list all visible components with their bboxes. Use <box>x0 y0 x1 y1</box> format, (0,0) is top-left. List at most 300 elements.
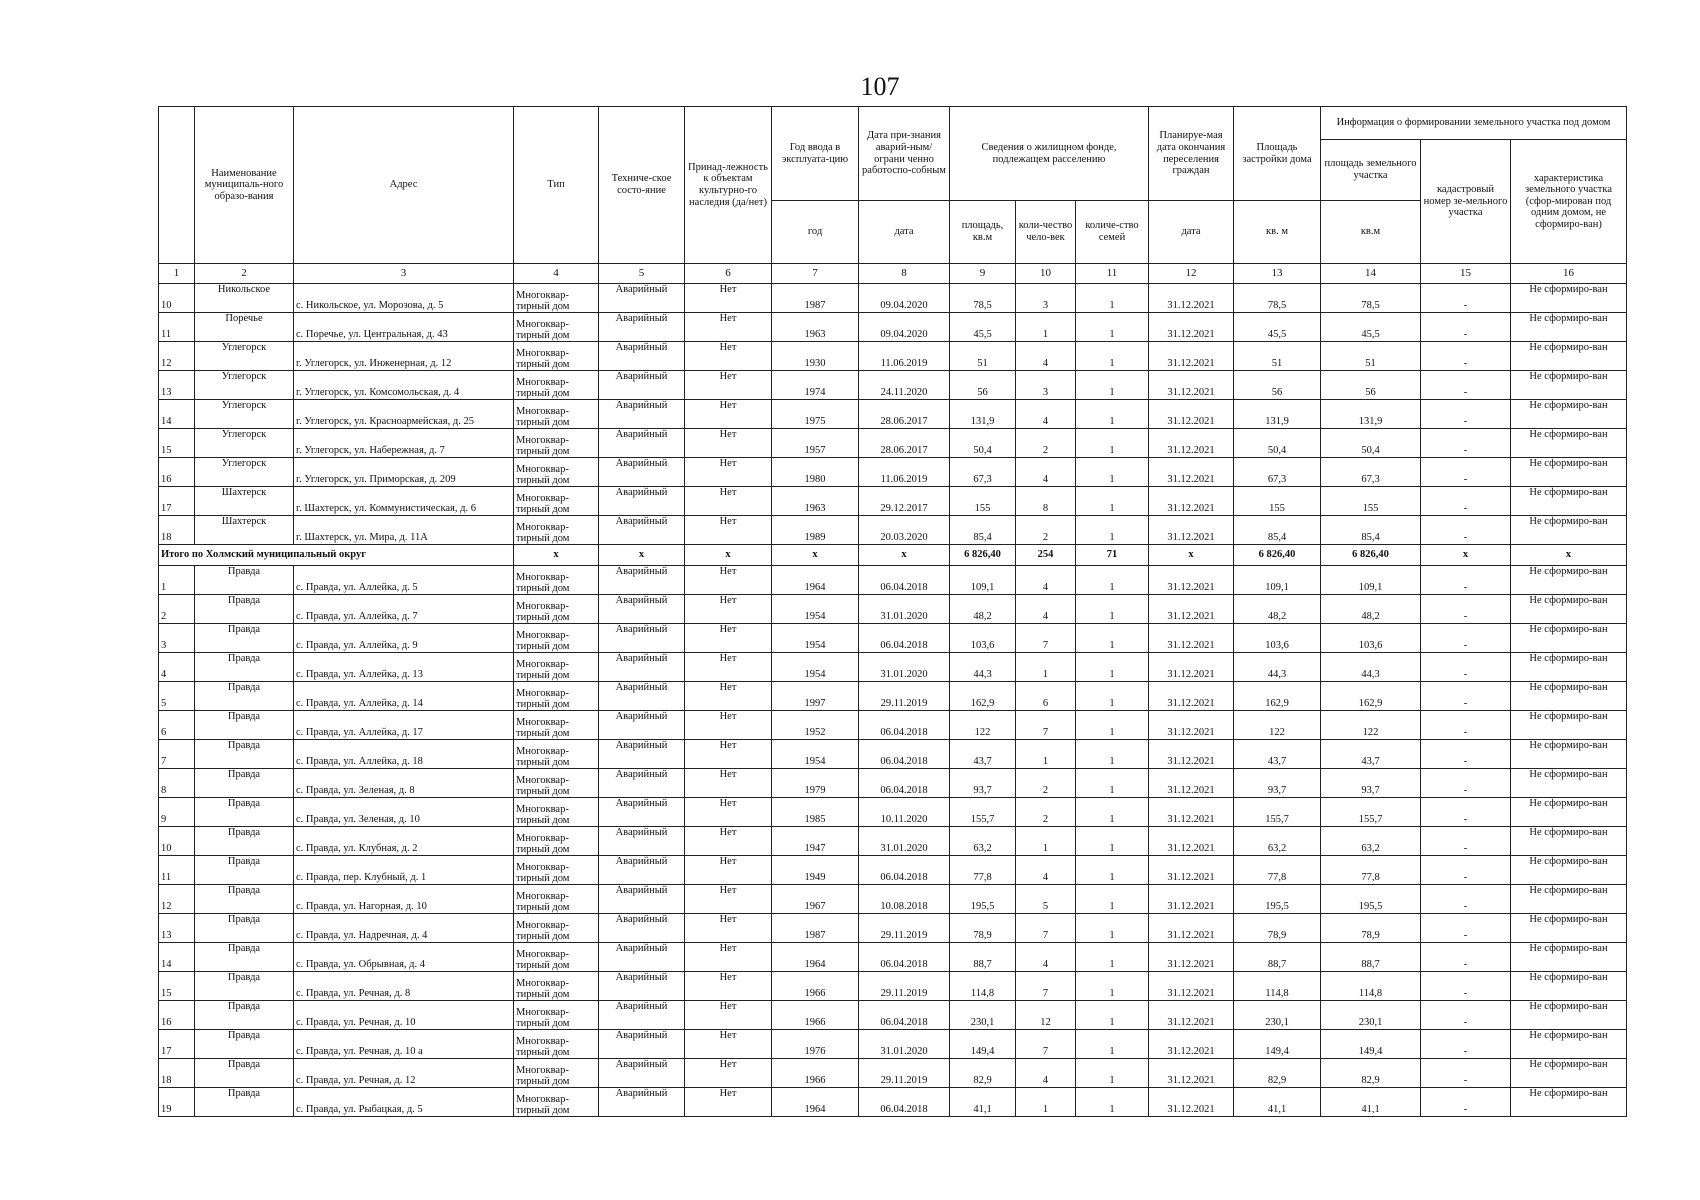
land-area-cell: 85,4 <box>1321 516 1421 545</box>
column-number: 15 <box>1421 264 1511 284</box>
people-cell: 7 <box>1016 624 1076 653</box>
row-number: 8 <box>159 769 195 798</box>
cadastral-cell: - <box>1421 798 1511 827</box>
resettle-date-cell: 31.12.2021 <box>1149 943 1234 972</box>
land-char-cell: Не сформиро-ван <box>1511 624 1627 653</box>
cadastral-cell: - <box>1421 653 1511 682</box>
people-cell: 3 <box>1016 371 1076 400</box>
land-area-cell: 77,8 <box>1321 856 1421 885</box>
people-cell: 3 <box>1016 284 1076 313</box>
condition-cell: Аварийный <box>599 914 685 943</box>
built-area-cell: 43,7 <box>1234 740 1321 769</box>
land-char-cell: Не сформиро-ван <box>1511 798 1627 827</box>
address-cell: с. Правда, ул. Надречная, д. 4 <box>294 914 514 943</box>
cadastral-cell: - <box>1421 342 1511 371</box>
resettle-date-cell: 31.12.2021 <box>1149 313 1234 342</box>
type-cell: Многоквар-тирный дом <box>514 711 599 740</box>
area-cell: 88,7 <box>950 943 1016 972</box>
type-cell: Многоквар-тирный дом <box>514 400 599 429</box>
heritage-cell: Нет <box>685 972 772 1001</box>
condition-cell: Аварийный <box>599 566 685 595</box>
emergency-date-cell: 28.06.2017 <box>859 400 950 429</box>
header-resettle-group: Планируе-мая дата окончания переселения граждан <box>1149 107 1234 201</box>
emergency-date-cell: 28.06.2017 <box>859 429 950 458</box>
resettle-date-cell: 31.12.2021 <box>1149 342 1234 371</box>
column-number: 2 <box>195 264 294 284</box>
cadastral-cell: - <box>1421 682 1511 711</box>
address-cell: с. Правда, ул. Зеленая, д. 8 <box>294 769 514 798</box>
municipality-cell: Правда <box>195 711 294 740</box>
resettle-date-cell: 31.12.2021 <box>1149 458 1234 487</box>
table-row <box>159 885 1627 914</box>
resettle-date-cell: 31.12.2021 <box>1149 856 1234 885</box>
condition-cell: Аварийный <box>599 856 685 885</box>
emergency-date-cell: 20.03.2020 <box>859 516 950 545</box>
area-cell: 50,4 <box>950 429 1016 458</box>
row-number: 2 <box>159 595 195 624</box>
type-cell: Многоквар-тирный дом <box>514 1030 599 1059</box>
people-cell: 1 <box>1016 1088 1076 1117</box>
municipality-cell: Правда <box>195 624 294 653</box>
area-cell: 48,2 <box>950 595 1016 624</box>
year-cell: 1989 <box>772 516 859 545</box>
row-number: 12 <box>159 885 195 914</box>
people-cell: 7 <box>1016 972 1076 1001</box>
header-emergency-group: Дата при-знания аварий-ным/ограни ченно работоспо-собным <box>859 107 950 201</box>
families-cell: 1 <box>1076 458 1149 487</box>
address-cell: с. Никольское, ул. Морозова, д. 5 <box>294 284 514 313</box>
type-cell: Многоквар-тирный дом <box>514 1088 599 1117</box>
emergency-date-cell: 06.04.2018 <box>859 1088 950 1117</box>
emergency-date-cell: 06.04.2018 <box>859 1001 950 1030</box>
year-cell: 1966 <box>772 1059 859 1088</box>
condition-cell: Аварийный <box>599 1059 685 1088</box>
type-cell: Многоквар-тирный дом <box>514 972 599 1001</box>
header-families: количе-ство семей <box>1076 201 1149 264</box>
people-cell: 8 <box>1016 487 1076 516</box>
total-emergency-date: x <box>859 545 950 566</box>
condition-cell: Аварийный <box>599 595 685 624</box>
year-cell: 1949 <box>772 856 859 885</box>
municipality-cell: Углегорск <box>195 429 294 458</box>
row-number: 1 <box>159 566 195 595</box>
families-cell: 1 <box>1076 400 1149 429</box>
land-char-cell: Не сформиро-ван <box>1511 682 1627 711</box>
heritage-cell: Нет <box>685 487 772 516</box>
municipality-cell: Правда <box>195 769 294 798</box>
families-cell: 1 <box>1076 1088 1149 1117</box>
row-number: 12 <box>159 342 195 371</box>
year-cell: 1987 <box>772 914 859 943</box>
cadastral-cell: - <box>1421 914 1511 943</box>
land-char-cell: Не сформиро-ван <box>1511 856 1627 885</box>
people-cell: 4 <box>1016 400 1076 429</box>
year-cell: 1957 <box>772 429 859 458</box>
people-cell: 2 <box>1016 769 1076 798</box>
address-cell: с. Правда, ул. Аллейка, д. 5 <box>294 566 514 595</box>
emergency-date-cell: 31.01.2020 <box>859 827 950 856</box>
cadastral-cell: - <box>1421 595 1511 624</box>
header-condition: Техниче-ское состо-яние <box>599 107 685 264</box>
people-cell: 7 <box>1016 914 1076 943</box>
total-land-area: 6 826,40 <box>1321 545 1421 566</box>
families-cell: 1 <box>1076 885 1149 914</box>
families-cell: 1 <box>1076 429 1149 458</box>
type-cell: Многоквар-тирный дом <box>514 429 599 458</box>
total-year: x <box>772 545 859 566</box>
address-cell: с. Правда, ул. Аллейка, д. 9 <box>294 624 514 653</box>
municipality-cell: Правда <box>195 566 294 595</box>
column-number: 5 <box>599 264 685 284</box>
land-char-cell: Не сформиро-ван <box>1511 914 1627 943</box>
municipality-cell: Правда <box>195 740 294 769</box>
heritage-cell: Нет <box>685 624 772 653</box>
type-cell: Многоквар-тирный дом <box>514 595 599 624</box>
people-cell: 2 <box>1016 516 1076 545</box>
land-area-cell: 43,7 <box>1321 740 1421 769</box>
families-cell: 1 <box>1076 943 1149 972</box>
built-area-cell: 51 <box>1234 342 1321 371</box>
municipality-cell: Правда <box>195 943 294 972</box>
row-number: 7 <box>159 740 195 769</box>
area-cell: 93,7 <box>950 769 1016 798</box>
header-people: коли-чество чело-век <box>1016 201 1076 264</box>
table-row <box>159 458 1627 487</box>
land-area-cell: 41,1 <box>1321 1088 1421 1117</box>
land-area-cell: 51 <box>1321 342 1421 371</box>
resettle-date-cell: 31.12.2021 <box>1149 885 1234 914</box>
table-row <box>159 566 1627 595</box>
cadastral-cell: - <box>1421 284 1511 313</box>
families-cell: 1 <box>1076 516 1149 545</box>
type-cell: Многоквар-тирный дом <box>514 769 599 798</box>
municipality-cell: Правда <box>195 682 294 711</box>
row-number: 14 <box>159 943 195 972</box>
resettle-date-cell: 31.12.2021 <box>1149 914 1234 943</box>
area-cell: 122 <box>950 711 1016 740</box>
table-row <box>159 914 1627 943</box>
table-row <box>159 943 1627 972</box>
municipality-cell: Правда <box>195 885 294 914</box>
land-char-cell: Не сформиро-ван <box>1511 653 1627 682</box>
families-cell: 1 <box>1076 624 1149 653</box>
address-cell: с. Правда, ул. Рыбацкая, д. 5 <box>294 1088 514 1117</box>
emergency-date-cell: 06.04.2018 <box>859 769 950 798</box>
land-char-cell: Не сформиро-ван <box>1511 740 1627 769</box>
land-area-cell: 48,2 <box>1321 595 1421 624</box>
address-cell: с. Правда, пер. Клубный, д. 1 <box>294 856 514 885</box>
area-cell: 155 <box>950 487 1016 516</box>
year-cell: 1964 <box>772 1088 859 1117</box>
families-cell: 1 <box>1076 711 1149 740</box>
row-number: 3 <box>159 624 195 653</box>
land-area-cell: 149,4 <box>1321 1030 1421 1059</box>
type-cell: Многоквар-тирный дом <box>514 516 599 545</box>
total-cadastral: x <box>1421 545 1511 566</box>
year-cell: 1966 <box>772 1001 859 1030</box>
emergency-date-cell: 31.01.2020 <box>859 653 950 682</box>
built-area-cell: 82,9 <box>1234 1059 1321 1088</box>
header-area: площадь, кв.м <box>950 201 1016 264</box>
people-cell: 1 <box>1016 740 1076 769</box>
address-cell: с. Правда, ул. Аллейка, д. 14 <box>294 682 514 711</box>
condition-cell: Аварийный <box>599 885 685 914</box>
area-cell: 77,8 <box>950 856 1016 885</box>
emergency-date-cell: 29.11.2019 <box>859 972 950 1001</box>
municipality-cell: Шахтерск <box>195 516 294 545</box>
year-cell: 1954 <box>772 595 859 624</box>
people-cell: 6 <box>1016 682 1076 711</box>
resettle-date-cell: 31.12.2021 <box>1149 1088 1234 1117</box>
emergency-date-cell: 29.11.2019 <box>859 682 950 711</box>
built-area-cell: 44,3 <box>1234 653 1321 682</box>
land-char-cell: Не сформиро-ван <box>1511 516 1627 545</box>
land-area-cell: 103,6 <box>1321 624 1421 653</box>
land-area-cell: 78,9 <box>1321 914 1421 943</box>
land-char-cell: Не сформиро-ван <box>1511 371 1627 400</box>
address-cell: г. Углегорск, ул. Набережная, д. 7 <box>294 429 514 458</box>
year-cell: 1976 <box>772 1030 859 1059</box>
total-families: 71 <box>1076 545 1149 566</box>
table-row <box>159 400 1627 429</box>
heritage-cell: Нет <box>685 342 772 371</box>
condition-cell: Аварийный <box>599 458 685 487</box>
column-number: 16 <box>1511 264 1627 284</box>
land-area-cell: 45,5 <box>1321 313 1421 342</box>
emergency-date-cell: 11.06.2019 <box>859 342 950 371</box>
column-number: 3 <box>294 264 514 284</box>
total-row <box>159 545 1627 566</box>
resettle-date-cell: 31.12.2021 <box>1149 624 1234 653</box>
header-blank <box>159 107 195 264</box>
cadastral-cell: - <box>1421 827 1511 856</box>
cadastral-cell: - <box>1421 1088 1511 1117</box>
address-cell: г. Шахтерск, ул. Коммунистическая, д. 6 <box>294 487 514 516</box>
table-row <box>159 595 1627 624</box>
area-cell: 44,3 <box>950 653 1016 682</box>
type-cell: Многоквар-тирный дом <box>514 885 599 914</box>
type-cell: Многоквар-тирный дом <box>514 1059 599 1088</box>
heritage-cell: Нет <box>685 284 772 313</box>
total-section <box>159 545 1627 566</box>
heritage-cell: Нет <box>685 458 772 487</box>
table-row <box>159 516 1627 545</box>
families-cell: 1 <box>1076 798 1149 827</box>
built-area-cell: 162,9 <box>1234 682 1321 711</box>
land-area-cell: 44,3 <box>1321 653 1421 682</box>
row-number: 15 <box>159 972 195 1001</box>
row-number: 19 <box>159 1088 195 1117</box>
header-heritage: Принад-лежность к объектам культурно-го наследия (да/нет) <box>685 107 772 264</box>
table-row <box>159 342 1627 371</box>
resettle-date-cell: 31.12.2021 <box>1149 1001 1234 1030</box>
year-cell: 1954 <box>772 653 859 682</box>
address-cell: с. Правда, ул. Обрывная, д. 4 <box>294 943 514 972</box>
heritage-cell: Нет <box>685 566 772 595</box>
heritage-cell: Нет <box>685 371 772 400</box>
row-number: 11 <box>159 313 195 342</box>
heritage-cell: Нет <box>685 740 772 769</box>
land-char-cell: Не сформиро-ван <box>1511 1030 1627 1059</box>
land-char-cell: Не сформиро-ван <box>1511 400 1627 429</box>
condition-cell: Аварийный <box>599 1088 685 1117</box>
year-cell: 1967 <box>772 885 859 914</box>
land-char-cell: Не сформиро-ван <box>1511 313 1627 342</box>
total-resettle-date: x <box>1149 545 1234 566</box>
column-number: 10 <box>1016 264 1076 284</box>
year-cell: 1954 <box>772 740 859 769</box>
emergency-date-cell: 31.01.2020 <box>859 595 950 624</box>
area-cell: 82,9 <box>950 1059 1016 1088</box>
land-area-cell: 162,9 <box>1321 682 1421 711</box>
built-area-cell: 48,2 <box>1234 595 1321 624</box>
area-cell: 195,5 <box>950 885 1016 914</box>
land-char-cell: Не сформиро-ван <box>1511 458 1627 487</box>
municipality-cell: Шахтерск <box>195 487 294 516</box>
people-cell: 2 <box>1016 429 1076 458</box>
condition-cell: Аварийный <box>599 342 685 371</box>
cadastral-cell: - <box>1421 566 1511 595</box>
municipality-cell: Правда <box>195 1059 294 1088</box>
cadastral-cell: - <box>1421 972 1511 1001</box>
built-area-cell: 103,6 <box>1234 624 1321 653</box>
type-cell: Многоквар-тирный дом <box>514 653 599 682</box>
families-cell: 1 <box>1076 972 1149 1001</box>
land-char-cell: Не сформиро-ван <box>1511 1088 1627 1117</box>
row-number: 18 <box>159 1059 195 1088</box>
address-cell: с. Правда, ул. Нагорная, д. 10 <box>294 885 514 914</box>
type-cell: Многоквар-тирный дом <box>514 943 599 972</box>
built-area-cell: 155 <box>1234 487 1321 516</box>
municipality-cell: Правда <box>195 595 294 624</box>
people-cell: 4 <box>1016 595 1076 624</box>
cadastral-cell: - <box>1421 769 1511 798</box>
area-cell: 103,6 <box>950 624 1016 653</box>
area-cell: 41,1 <box>950 1088 1016 1117</box>
people-cell: 1 <box>1016 313 1076 342</box>
table-row <box>159 429 1627 458</box>
cadastral-cell: - <box>1421 885 1511 914</box>
type-cell: Многоквар-тирный дом <box>514 682 599 711</box>
year-cell: 1997 <box>772 682 859 711</box>
land-area-cell: 122 <box>1321 711 1421 740</box>
emergency-date-cell: 10.11.2020 <box>859 798 950 827</box>
people-cell: 4 <box>1016 943 1076 972</box>
row-number: 6 <box>159 711 195 740</box>
area-cell: 43,7 <box>950 740 1016 769</box>
row-number: 5 <box>159 682 195 711</box>
people-cell: 4 <box>1016 458 1076 487</box>
condition-cell: Аварийный <box>599 429 685 458</box>
header-emergency-date: дата <box>859 201 950 264</box>
built-area-cell: 78,5 <box>1234 284 1321 313</box>
municipality-cell: Углегорск <box>195 400 294 429</box>
column-number: 8 <box>859 264 950 284</box>
cadastral-cell: - <box>1421 429 1511 458</box>
condition-cell: Аварийный <box>599 711 685 740</box>
area-cell: 149,4 <box>950 1030 1016 1059</box>
cadastral-cell: - <box>1421 487 1511 516</box>
condition-cell: Аварийный <box>599 400 685 429</box>
row-number: 16 <box>159 458 195 487</box>
area-cell: 85,4 <box>950 516 1016 545</box>
address-cell: с. Правда, ул. Аллейка, д. 17 <box>294 711 514 740</box>
resettle-date-cell: 31.12.2021 <box>1149 972 1234 1001</box>
people-cell: 4 <box>1016 1059 1076 1088</box>
year-cell: 1947 <box>772 827 859 856</box>
built-area-cell: 77,8 <box>1234 856 1321 885</box>
built-area-cell: 78,9 <box>1234 914 1321 943</box>
resettle-date-cell: 31.12.2021 <box>1149 740 1234 769</box>
table-row <box>159 798 1627 827</box>
header-land-group: Информация о формировании земельного участка под домом <box>1321 107 1627 140</box>
header-built-area: кв. м <box>1234 201 1321 264</box>
families-cell: 1 <box>1076 371 1149 400</box>
condition-cell: Аварийный <box>599 313 685 342</box>
land-char-cell: Не сформиро-ван <box>1511 487 1627 516</box>
address-cell: с. Правда, ул. Аллейка, д. 18 <box>294 740 514 769</box>
heritage-cell: Нет <box>685 827 772 856</box>
table-row <box>159 769 1627 798</box>
type-cell: Многоквар-тирный дом <box>514 566 599 595</box>
land-char-cell: Не сформиро-ван <box>1511 566 1627 595</box>
heritage-cell: Нет <box>685 595 772 624</box>
address-cell: с. Правда, ул. Аллейка, д. 13 <box>294 653 514 682</box>
column-number: 7 <box>772 264 859 284</box>
column-number: 1 <box>159 264 195 284</box>
land-char-cell: Не сформиро-ван <box>1511 429 1627 458</box>
condition-cell: Аварийный <box>599 769 685 798</box>
emergency-date-cell: 06.04.2018 <box>859 856 950 885</box>
year-cell: 1974 <box>772 371 859 400</box>
row-number: 11 <box>159 856 195 885</box>
families-cell: 1 <box>1076 284 1149 313</box>
emergency-date-cell: 06.04.2018 <box>859 624 950 653</box>
people-cell: 2 <box>1016 798 1076 827</box>
built-area-cell: 85,4 <box>1234 516 1321 545</box>
municipality-cell: Правда <box>195 914 294 943</box>
column-number: 9 <box>950 264 1016 284</box>
families-cell: 1 <box>1076 769 1149 798</box>
condition-cell: Аварийный <box>599 1030 685 1059</box>
land-area-cell: 50,4 <box>1321 429 1421 458</box>
total-area: 6 826,40 <box>950 545 1016 566</box>
land-area-cell: 114,8 <box>1321 972 1421 1001</box>
land-char-cell: Не сформиро-ван <box>1511 827 1627 856</box>
table-row <box>159 624 1627 653</box>
land-char-cell: Не сформиро-ван <box>1511 342 1627 371</box>
condition-cell: Аварийный <box>599 516 685 545</box>
column-number: 11 <box>1076 264 1149 284</box>
header-land-char: характеристика земельного участка (сфор-мирован под одним домом, не сформиро-ван) <box>1511 140 1627 264</box>
families-cell: 1 <box>1076 595 1149 624</box>
resettle-date-cell: 31.12.2021 <box>1149 595 1234 624</box>
emergency-date-cell: 09.04.2020 <box>859 313 950 342</box>
year-cell: 1930 <box>772 342 859 371</box>
area-cell: 155,7 <box>950 798 1016 827</box>
column-number: 12 <box>1149 264 1234 284</box>
row-number: 4 <box>159 653 195 682</box>
area-cell: 114,8 <box>950 972 1016 1001</box>
land-char-cell: Не сформиро-ван <box>1511 284 1627 313</box>
condition-cell: Аварийный <box>599 284 685 313</box>
land-area-cell: 155,7 <box>1321 798 1421 827</box>
condition-cell: Аварийный <box>599 827 685 856</box>
total-land-char: x <box>1511 545 1627 566</box>
area-cell: 51 <box>950 342 1016 371</box>
people-cell: 1 <box>1016 653 1076 682</box>
resettle-date-cell: 31.12.2021 <box>1149 653 1234 682</box>
